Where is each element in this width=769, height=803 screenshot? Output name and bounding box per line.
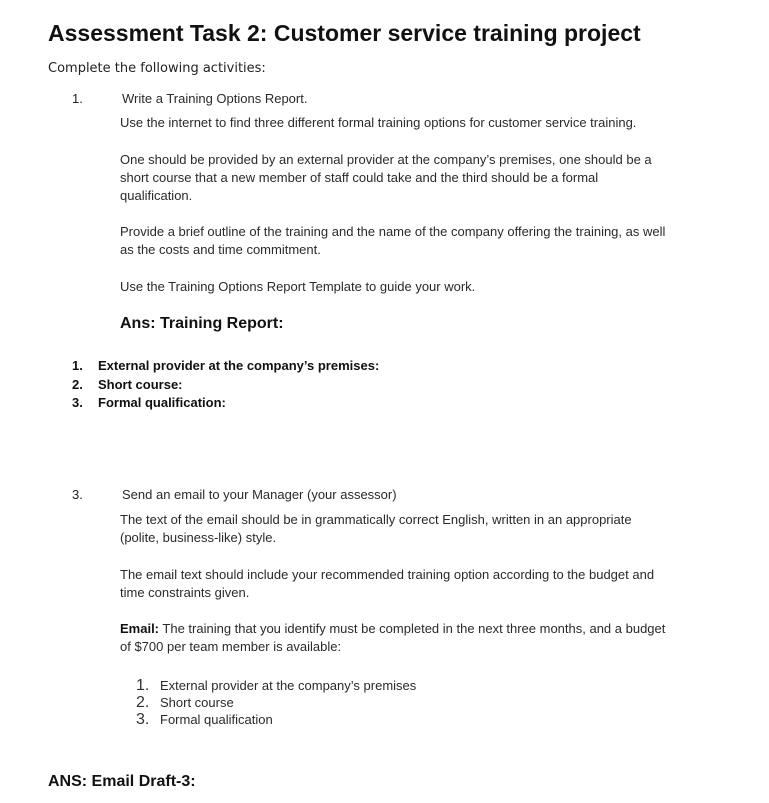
email-text: The training that you identify must be completed in the next three months, and a budget of $700 per team member is available: bbox=[120, 621, 666, 654]
intro-text: Complete the following activities: bbox=[48, 61, 266, 76]
training-report-heading: Ans: Training Report: bbox=[120, 315, 284, 332]
list-label: Short course: bbox=[98, 376, 183, 392]
list-number: 1. bbox=[136, 677, 150, 694]
email-label: Email: bbox=[120, 621, 160, 636]
email-draft-heading: ANS: Email Draft-3: bbox=[48, 773, 196, 790]
list-number: 3. bbox=[136, 711, 150, 728]
list-item bbox=[136, 694, 416, 711]
list-item bbox=[72, 376, 379, 395]
list-item bbox=[72, 357, 379, 376]
activity-1-paragraph-1: Use the internet to find three different formal training options for customer service training. bbox=[120, 115, 637, 130]
list-label: Formal qualification bbox=[160, 712, 273, 727]
activity-1-number: 1. bbox=[72, 91, 83, 106]
activity-1-paragraph-2: One should be provided by an external provider at the company’s premises, one should be a short course that a new member of staff could take and the third should be a formal qualification. bbox=[120, 152, 652, 203]
page-title: Assessment Task 2: Customer service training project bbox=[48, 20, 641, 46]
activity-1-paragraph-3: Provide a brief outline of the training and the name of the company offering the training, as well as the costs and time commitment. bbox=[120, 224, 666, 257]
activity-3-number: 3. bbox=[72, 487, 83, 502]
list-label: External provider at the company’s premises bbox=[160, 678, 417, 693]
activity-1-heading: Write a Training Options Report. bbox=[122, 91, 308, 106]
list-label: Short course bbox=[160, 695, 234, 710]
training-report-list bbox=[72, 357, 379, 413]
list-item bbox=[136, 677, 416, 694]
list-item bbox=[136, 711, 416, 728]
list-number: 3. bbox=[72, 395, 83, 410]
list-label: Formal qualification: bbox=[98, 395, 226, 410]
email-paragraph bbox=[120, 620, 672, 656]
list-item bbox=[72, 394, 379, 413]
list-number: 1. bbox=[72, 358, 83, 373]
activity-3-paragraph-1: The text of the email should be in grammatically correct English, written in an appropriate (polite, business-like) style. bbox=[120, 512, 632, 545]
training-options-list bbox=[136, 677, 416, 728]
activity-1-paragraph-4: Use the Training Options Report Template to guide your work. bbox=[120, 279, 476, 294]
list-label: External provider at the company’s premises: bbox=[98, 358, 380, 373]
activity-3-heading: Send an email to your Manager (your assessor) bbox=[122, 487, 397, 502]
list-number: 2. bbox=[72, 376, 83, 392]
activity-3-paragraph-2: The email text should include your recommended training option according to the budget and time constraints given. bbox=[120, 567, 655, 600]
list-number: 2. bbox=[136, 694, 150, 711]
